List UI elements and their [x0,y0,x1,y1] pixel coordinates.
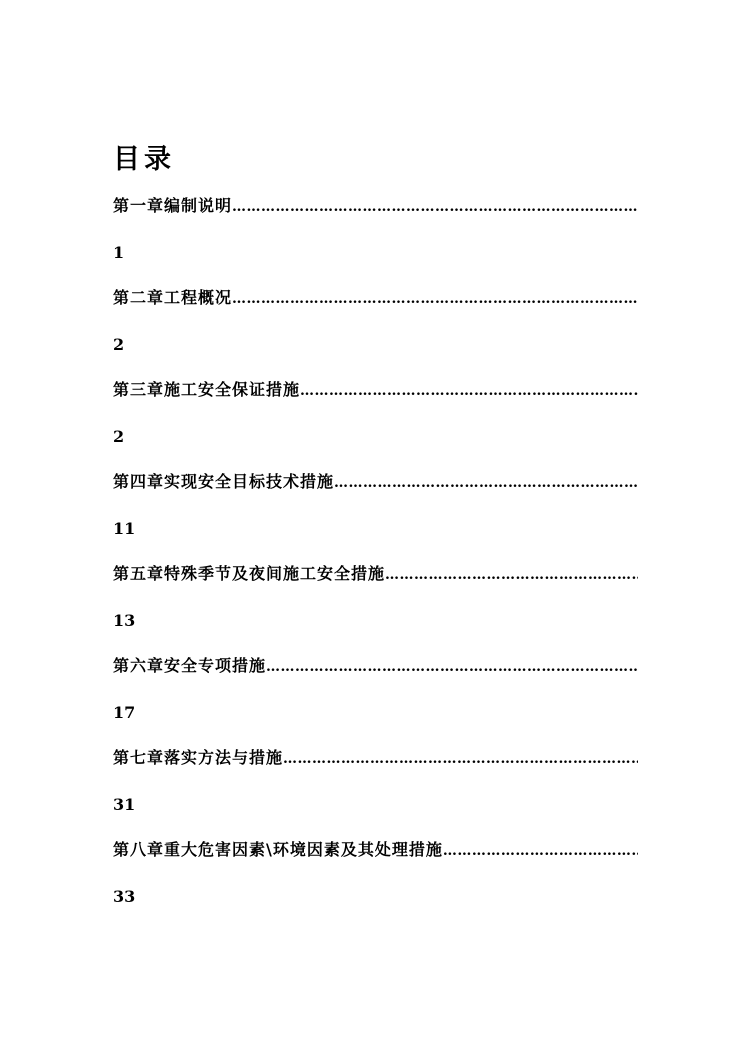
toc-entry-page-number: 17 [113,703,136,722]
toc-entry-text: 第八章重大危害因素\环境因素及其处理措施 [113,840,443,859]
toc-entry-text: 第六章安全专项措施 [113,656,267,675]
toc-entry-text: 第五章特殊季节及夜间施工安全措施 [113,564,386,583]
toc-title: 目录 [113,144,175,175]
toc-dot-leader [283,746,638,771]
toc-entry-text: 第三章施工安全保证措施 [113,380,301,399]
toc-entry-line [113,285,638,311]
toc-entry-1 [113,193,638,285]
toc-dot-leader [385,562,638,587]
toc-list [113,193,638,929]
toc-dot-leader [443,838,638,863]
toc-entry-page-number: 31 [113,795,136,814]
toc-entry-text: 第二章工程概况 [113,288,233,307]
toc-entry-line [113,377,638,403]
toc-entry-page-number: 2 [113,335,125,354]
toc-entry-page-number: 2 [113,427,125,446]
toc-dot-leader [334,470,638,495]
toc-entry-page-number: 33 [113,887,136,906]
toc-dot-leader [232,286,638,311]
toc-entry-line [113,469,638,495]
toc-entry-6 [113,653,638,745]
toc-entry-3 [113,377,638,469]
toc-entry-text: 第一章编制说明 [113,196,233,215]
toc-entry-text: 第四章实现安全目标技术措施 [113,472,335,491]
toc-entry-line [113,837,638,863]
toc-dot-leader [300,378,638,403]
toc-entry-4 [113,469,638,561]
toc-entry-page-number: 11 [113,519,136,538]
toc-entry-8 [113,837,638,929]
toc-entry-line [113,745,638,771]
toc-entry-2 [113,285,638,377]
toc-entry-text: 第七章落实方法与措施 [113,748,284,767]
toc-entry-line [113,561,638,587]
toc-entry-line [113,193,638,219]
toc-entry-page-number: 1 [113,243,125,262]
toc-entry-page-number: 13 [113,611,136,630]
toc-entry-5 [113,561,638,653]
toc-dot-leader [266,654,638,679]
toc-dot-leader [232,194,638,219]
toc-entry-line [113,653,638,679]
toc-entry-7 [113,745,638,837]
